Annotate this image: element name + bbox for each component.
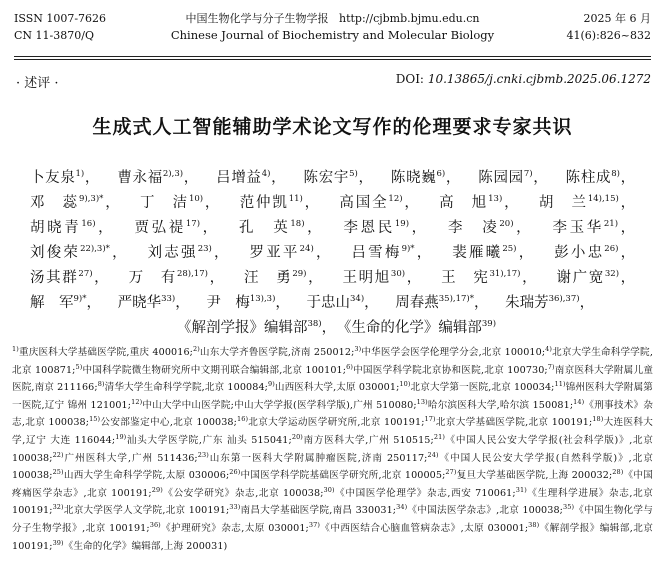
author-name: 万 有 bbox=[128, 270, 177, 286]
affiliation-number: 39) bbox=[52, 538, 64, 547]
separator: ， bbox=[405, 270, 423, 286]
author-name: 罗亚平 bbox=[249, 245, 300, 261]
affiliation-number: 24) bbox=[427, 450, 439, 459]
affiliation-text: 北京大学第一医院,北京 100034; bbox=[410, 382, 555, 394]
separator: ， bbox=[618, 245, 636, 261]
journal-name-en: Chinese Journal of Biochemistry and Molecular Biology bbox=[170, 28, 495, 42]
affiliation-number: 5) bbox=[75, 362, 83, 371]
author bbox=[448, 220, 514, 236]
journal-url[interactable]: http://cjbmb.bjmu.edu.cn bbox=[338, 12, 480, 25]
author bbox=[505, 295, 579, 311]
separator: ， bbox=[414, 245, 434, 261]
author-affiliation-mark: 9)* bbox=[73, 294, 87, 304]
affiliation-number: 18) bbox=[592, 415, 604, 424]
separator: ， bbox=[618, 195, 636, 211]
affiliation-number: 11) bbox=[554, 380, 566, 389]
header-rule bbox=[14, 59, 651, 60]
organization-author bbox=[177, 320, 322, 336]
author bbox=[344, 220, 410, 236]
affiliation-text: 《生命的化学》编辑部,上海 200031) bbox=[63, 540, 228, 552]
separator: ， bbox=[275, 295, 290, 311]
affiliation-number: 14) bbox=[573, 397, 585, 406]
author bbox=[240, 195, 303, 211]
affiliation bbox=[115, 432, 292, 446]
author-affiliation-mark: 13) bbox=[488, 194, 503, 204]
affiliation-text: 《刑事技术》杂志,北京 100038; bbox=[12, 399, 653, 429]
affiliation bbox=[75, 362, 347, 376]
author-name: 汤其群 bbox=[30, 270, 79, 286]
author-affiliation-mark: 21) bbox=[603, 219, 619, 229]
separator: ， bbox=[313, 245, 333, 261]
affiliation-text: 南方医科大学,广州 510515; bbox=[302, 434, 434, 446]
author bbox=[30, 245, 110, 261]
author bbox=[566, 170, 620, 186]
separator: ， bbox=[175, 295, 190, 311]
affiliation-number: 13) bbox=[416, 397, 428, 406]
affiliation-number: 21) bbox=[433, 432, 445, 441]
affiliation-text: 山西大学生命科学学院,太原 030006; bbox=[63, 470, 230, 482]
author bbox=[140, 195, 203, 211]
author-name: 范仲凯 bbox=[239, 195, 289, 211]
separator: ， bbox=[579, 295, 595, 311]
organization-authors bbox=[30, 316, 643, 341]
separator: ， bbox=[321, 320, 337, 336]
affiliation bbox=[197, 450, 428, 464]
author bbox=[351, 245, 414, 261]
affiliation-number: 4) bbox=[545, 345, 553, 353]
separator: ， bbox=[200, 220, 220, 236]
author bbox=[117, 170, 183, 186]
affiliation bbox=[53, 505, 230, 516]
affiliation bbox=[52, 538, 228, 552]
author-affiliation-mark: 7) bbox=[523, 169, 533, 179]
affiliation-number: 37) bbox=[308, 520, 320, 529]
affiliation-text: 《中国疼痛医学杂志》,北京 100191; bbox=[12, 470, 653, 499]
author-affiliation-mark: 30) bbox=[390, 269, 406, 279]
affiliation-text: 中华医学会医学伦理学分会,北京 100010; bbox=[361, 347, 546, 358]
affiliation-text: 《生理科学进展》杂志,北京 100191; bbox=[12, 487, 653, 517]
issn: ISSN 1007-7626 bbox=[14, 12, 107, 25]
affiliation-text: 中国科学院微生物研究所中文期刊联合编辑部,北京 100101; bbox=[82, 364, 347, 376]
affiliation bbox=[229, 505, 396, 516]
affiliation-text: 公安部鉴定中心,北京 100038; bbox=[100, 417, 237, 429]
section-label: · 述评 · bbox=[16, 76, 59, 91]
affiliation-number: 9) bbox=[267, 380, 275, 389]
affiliation-number: 1) bbox=[12, 345, 19, 353]
affiliation-number: 36) bbox=[149, 520, 161, 529]
separator: ， bbox=[95, 220, 116, 236]
author-name: 李 凌 bbox=[448, 220, 500, 236]
affiliation-text: 《中国法医学杂志》,北京 100038; bbox=[407, 505, 563, 517]
affiliation bbox=[268, 382, 399, 393]
author-affiliation-mark: 25) bbox=[502, 244, 517, 254]
author-name: 贾弘禔 bbox=[134, 220, 186, 236]
author-name: 陈柱成 bbox=[565, 170, 612, 186]
affiliation-text: 山西医科大学,太原 030001; bbox=[274, 382, 400, 394]
author bbox=[30, 295, 86, 311]
affiliation-text: 广州医科大学,广州 511436; bbox=[63, 452, 198, 464]
affiliation-number: 38) bbox=[528, 520, 540, 529]
volume-pages: 41(6):826~832 bbox=[566, 29, 651, 42]
separator: ， bbox=[207, 270, 226, 286]
author bbox=[239, 220, 305, 236]
affiliation-number: 10) bbox=[399, 380, 411, 389]
separator: ， bbox=[516, 245, 536, 261]
affiliation bbox=[237, 417, 425, 428]
separator: ， bbox=[270, 170, 287, 186]
separator: ， bbox=[103, 195, 122, 211]
author-name: 李恩民 bbox=[343, 220, 395, 236]
author-name: 孔 英 bbox=[239, 220, 291, 236]
author-name: 吕增益 bbox=[216, 170, 262, 186]
author bbox=[439, 195, 502, 211]
author bbox=[339, 195, 402, 211]
affiliation bbox=[396, 505, 563, 516]
author-affiliation-mark: 31),17) bbox=[489, 269, 521, 279]
affiliation-text: 北京大学生命科学学院,北京 100871; bbox=[12, 347, 653, 376]
author-affiliation-mark: 27) bbox=[78, 269, 93, 279]
affiliation-text: 复旦大学基础医学院,上海 200032; bbox=[456, 470, 613, 482]
separator: ， bbox=[306, 270, 325, 286]
cn-number: CN 11-3870/Q bbox=[14, 29, 94, 42]
affiliation-text: 中国医学科学院北京协和医院,北京 100730; bbox=[352, 364, 548, 376]
author bbox=[135, 220, 201, 236]
issue-date: 2025 年 6 月 bbox=[583, 12, 651, 25]
author-affiliation-mark: 18) bbox=[290, 219, 305, 229]
affiliation-text: 哈尔滨医科大学,哈尔滨 150081; bbox=[427, 399, 574, 411]
author-affiliation-mark: 28),17) bbox=[176, 269, 208, 279]
affiliation-text: 北京大学医学人文学院,北京 100191; bbox=[63, 505, 230, 517]
author-name: 谢广宽 bbox=[556, 270, 605, 286]
separator: ， bbox=[520, 270, 539, 286]
author bbox=[554, 245, 618, 261]
affiliation-number: 8) bbox=[97, 380, 105, 389]
affiliation bbox=[89, 417, 237, 428]
affiliation-text: 南京医科大学附属儿童医院,南京 211166; bbox=[12, 364, 654, 394]
affiliation-text: 《护理研究》杂志,太原 030001; bbox=[160, 522, 309, 534]
author bbox=[30, 170, 84, 186]
author-name: 王明旭 bbox=[342, 270, 391, 286]
author bbox=[206, 295, 275, 311]
author bbox=[391, 170, 445, 186]
affiliation bbox=[323, 485, 516, 499]
author bbox=[307, 295, 365, 311]
organization-name: 《生命的化学》编辑部 bbox=[344, 320, 482, 336]
author-name: 周春燕 bbox=[395, 295, 439, 311]
author-name: 李玉华 bbox=[552, 220, 604, 236]
separator: ， bbox=[203, 195, 222, 211]
separator: ， bbox=[86, 295, 101, 311]
author bbox=[478, 170, 532, 186]
separator: ， bbox=[409, 220, 429, 236]
affiliation-number: 25) bbox=[52, 468, 64, 477]
author bbox=[216, 170, 270, 186]
author-name: 胡晓青 bbox=[30, 220, 82, 236]
author bbox=[441, 270, 520, 286]
affiliation bbox=[193, 347, 354, 358]
author-affiliation-mark: 24) bbox=[299, 244, 314, 254]
author-affiliation-mark: 4) bbox=[261, 169, 271, 179]
affiliation-number: 16) bbox=[236, 415, 249, 424]
separator: ， bbox=[473, 295, 489, 311]
affiliation bbox=[12, 347, 193, 358]
separator: ， bbox=[302, 195, 321, 211]
author-affiliation-mark: 29) bbox=[292, 269, 307, 279]
affiliation-number: 20) bbox=[291, 432, 303, 441]
author-affiliation-mark: 20) bbox=[499, 219, 514, 229]
affiliation-text: 《中国人民公安大学学报(社会科学版)》,北京 100038; bbox=[12, 434, 653, 464]
author bbox=[395, 295, 474, 311]
affiliation-text: 南昌大学基础医学院,南昌 330031; bbox=[240, 505, 397, 517]
author-name: 朱瑞芳 bbox=[505, 295, 549, 311]
author-affiliation-mark: 6) bbox=[436, 169, 446, 179]
affiliation bbox=[149, 520, 309, 534]
separator: ， bbox=[183, 170, 199, 186]
article-title: 生成式人工智能辅助学术论文写作的伦理要求专家共识 bbox=[92, 116, 573, 138]
affiliation-number: 15) bbox=[89, 415, 101, 424]
author-name: 卜友泉 bbox=[30, 170, 76, 186]
author bbox=[304, 170, 358, 186]
affiliation-number: 2) bbox=[192, 345, 200, 353]
author-name: 陈园园 bbox=[478, 170, 524, 186]
author-affiliation-mark: 12) bbox=[388, 194, 403, 204]
affiliation-number: 32) bbox=[52, 503, 64, 512]
affiliation-number: 6) bbox=[346, 362, 353, 371]
author-affiliation-mark: 14),15) bbox=[587, 194, 619, 204]
author-name: 王 宪 bbox=[441, 270, 490, 286]
affiliation-number: 29) bbox=[151, 485, 163, 494]
author-affiliation-mark: 34) bbox=[350, 294, 365, 304]
affiliation-text: 山东大学齐鲁医学院,济南 250012; bbox=[199, 347, 355, 358]
author-affiliation-mark: 23) bbox=[197, 244, 212, 254]
organization-name: 《解剖学报》编辑部 bbox=[176, 320, 308, 336]
author bbox=[556, 270, 619, 286]
affiliation bbox=[131, 397, 417, 411]
author-affiliation-mark: 1) bbox=[75, 169, 85, 179]
affiliation-number: 23) bbox=[197, 450, 209, 459]
author-affiliation-mark: 39) bbox=[481, 319, 497, 329]
affiliation-number: 19) bbox=[115, 432, 127, 441]
author-affiliation-mark: 17) bbox=[185, 219, 201, 229]
author-affiliation-mark: 9),3)* bbox=[78, 194, 104, 204]
affiliation-text: 北京大学运动医学研究所,北京 100191; bbox=[248, 417, 425, 429]
affiliation-number: 34) bbox=[396, 503, 408, 512]
author-affiliation-mark: 8) bbox=[611, 169, 620, 179]
affiliation bbox=[445, 470, 612, 481]
author-affiliation-mark: 9)* bbox=[401, 244, 415, 254]
affiliation-number: 33) bbox=[229, 503, 241, 512]
affiliation-text: 《中国医学伦理学》杂志,西安 710061; bbox=[334, 487, 516, 499]
affiliation-text: 中国医学科学院基础医学研究所,北京 100005; bbox=[240, 470, 446, 482]
author-name: 高国全 bbox=[339, 195, 389, 211]
author-affiliation-mark: 19) bbox=[394, 219, 410, 229]
author-name: 严晓华 bbox=[117, 295, 162, 311]
affiliation-number: 30) bbox=[323, 485, 335, 494]
author bbox=[343, 270, 406, 286]
separator: ， bbox=[513, 220, 534, 236]
affiliation-text: 《中国生物化学与分子生物学报》,北京 100191; bbox=[12, 505, 653, 534]
affiliation-number: 35) bbox=[563, 503, 575, 512]
author-name: 高 旭 bbox=[439, 195, 489, 211]
affiliation bbox=[399, 382, 554, 393]
author-affiliation-mark: 32) bbox=[604, 269, 620, 279]
author-list bbox=[30, 166, 643, 341]
author-affiliation-mark: 22),3)* bbox=[80, 244, 110, 254]
author-name: 汪 勇 bbox=[243, 270, 293, 286]
separator: ， bbox=[619, 170, 636, 186]
separator: ， bbox=[502, 195, 521, 211]
author-name: 吕雪梅 bbox=[351, 245, 402, 261]
affiliation-text: 锦州医科大学附属第一医院,辽宁 锦州 121001; bbox=[12, 382, 653, 411]
author-affiliation-mark: 35),17)* bbox=[438, 294, 474, 304]
organization-author bbox=[344, 320, 496, 336]
affiliation-number: 26) bbox=[229, 468, 241, 477]
affiliation-text: 清华大学生命科学学院,北京 100084; bbox=[104, 382, 268, 394]
author-name: 于忠山 bbox=[306, 295, 351, 311]
affiliation bbox=[291, 432, 434, 446]
affiliation-text: 重庆医科大学基础医学院,重庆 400016; bbox=[18, 347, 193, 358]
author-name: 尹 梅 bbox=[206, 295, 250, 311]
author bbox=[244, 270, 307, 286]
author-name: 陈宏宇 bbox=[303, 170, 350, 186]
author-affiliation-mark: 10) bbox=[188, 194, 204, 204]
author bbox=[129, 270, 208, 286]
separator: ， bbox=[364, 295, 379, 311]
author-name: 胡 兰 bbox=[538, 195, 588, 211]
author-name: 丁 洁 bbox=[139, 195, 189, 211]
author-name: 解 军 bbox=[30, 295, 74, 311]
affiliation-text: 中山大学中山医学院;中山大学学报(医学科学版),广州 510080; bbox=[142, 399, 417, 411]
affiliation-text: 《公安学研究》杂志,北京 100038; bbox=[162, 487, 324, 499]
separator: ， bbox=[109, 245, 129, 261]
author-affiliation-mark: 11) bbox=[288, 194, 303, 204]
affiliation bbox=[308, 520, 529, 534]
author-name: 刘志强 bbox=[147, 245, 198, 261]
author bbox=[553, 220, 619, 236]
affiliation-text: 大连医科大学,辽宁 大连 116044; bbox=[12, 417, 653, 446]
author-affiliation-mark: 5) bbox=[349, 169, 358, 179]
author bbox=[539, 195, 619, 211]
doi[interactable] bbox=[396, 72, 651, 86]
doi-value: 10.13865/j.cnki.cjbmb.2025.06.1272 bbox=[427, 72, 651, 86]
header-center bbox=[14, 10, 651, 44]
section-line bbox=[16, 72, 651, 92]
separator: ， bbox=[445, 170, 462, 186]
author-name: 刘俊荣 bbox=[30, 245, 81, 261]
affiliation-text: 汕头大学医学院,广东 汕头 515041; bbox=[126, 434, 292, 446]
affiliation-number: 31) bbox=[515, 485, 527, 494]
journal-name-cn: 中国生物化学与分子生物学报 bbox=[185, 12, 329, 25]
author-name: 陈晓巍 bbox=[390, 170, 437, 186]
affiliation-text: 《解剖学报》编辑部,北京 100191; bbox=[12, 522, 653, 552]
author-affiliation-mark: 38) bbox=[307, 319, 322, 329]
affiliation-number: 17) bbox=[424, 415, 436, 424]
affiliation-number: 22) bbox=[52, 450, 64, 459]
affiliation-number: 7) bbox=[547, 362, 555, 371]
separator: ， bbox=[304, 220, 325, 236]
affiliation-text: 《中国人民公安大学学报(自然科学版)》,北京 100038; bbox=[12, 452, 653, 482]
affiliation-number: 3) bbox=[354, 345, 362, 353]
separator: ， bbox=[84, 170, 101, 186]
author-name: 曹永福 bbox=[117, 170, 163, 186]
author bbox=[118, 295, 176, 311]
affiliation bbox=[346, 362, 548, 376]
affiliation-text: 北京大学基础医学院,北京 100191; bbox=[435, 417, 593, 429]
author bbox=[148, 245, 212, 261]
author-name: 裴雁曦 bbox=[452, 245, 503, 261]
separator: ， bbox=[402, 195, 421, 211]
separator: ， bbox=[357, 170, 374, 186]
affiliation bbox=[229, 470, 445, 481]
author-affiliation-mark: 26) bbox=[604, 244, 619, 254]
author bbox=[30, 195, 103, 211]
author-affiliation-mark: 36),37) bbox=[548, 294, 580, 304]
doi-label: DOI: bbox=[395, 72, 424, 86]
affiliation bbox=[416, 397, 574, 411]
affiliation-number: 28) bbox=[612, 468, 624, 477]
affiliation bbox=[52, 450, 198, 464]
author bbox=[30, 220, 96, 236]
separator: ， bbox=[211, 245, 231, 261]
separator: ， bbox=[619, 270, 636, 286]
author-affiliation-mark: 33) bbox=[161, 294, 176, 304]
author-affiliation-mark: 16) bbox=[81, 219, 96, 229]
affiliation-text: 《中西医结合心脑血管病杂志》,太原 030001; bbox=[319, 522, 529, 534]
header-rule bbox=[14, 56, 651, 57]
affiliation-text: 山东第一医科大学附属肿瘤医院,济南 250117; bbox=[208, 452, 428, 464]
separator: ， bbox=[618, 220, 636, 236]
separator: ， bbox=[532, 170, 549, 186]
affiliation bbox=[53, 470, 230, 481]
affiliation bbox=[151, 485, 324, 499]
affiliation-list bbox=[12, 344, 653, 555]
affiliation bbox=[425, 417, 593, 428]
affiliation bbox=[354, 347, 545, 358]
page-header bbox=[14, 8, 651, 52]
affiliation bbox=[98, 382, 268, 393]
header-right bbox=[567, 10, 652, 44]
author bbox=[30, 270, 93, 286]
author-affiliation-mark: 13),3) bbox=[249, 294, 276, 304]
author-name: 邓 蕊 bbox=[30, 195, 79, 211]
separator: ， bbox=[92, 270, 111, 286]
author bbox=[452, 245, 516, 261]
author-affiliation-mark: 2),3) bbox=[162, 169, 184, 179]
affiliation-number: 12) bbox=[131, 397, 143, 406]
author bbox=[250, 245, 314, 261]
author-name: 彭小忠 bbox=[554, 245, 605, 261]
affiliation-number: 27) bbox=[445, 468, 457, 477]
